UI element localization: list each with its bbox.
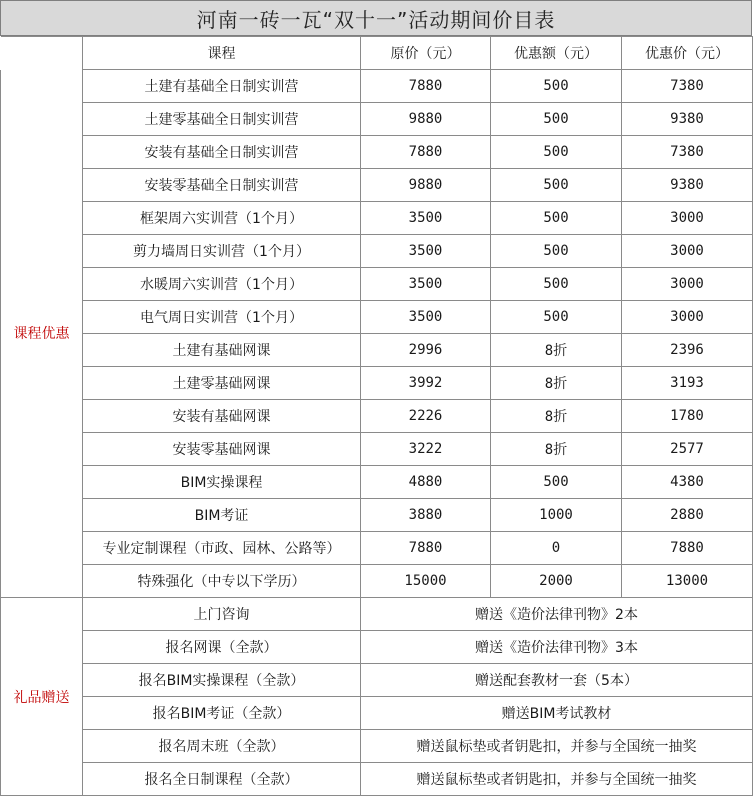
- header-discount: 优惠额（元）: [491, 37, 622, 70]
- gift-row: [1, 697, 753, 730]
- original-price: 15000: [361, 565, 491, 598]
- header-course: 课程: [83, 37, 361, 70]
- course-name: 土建有基础网课: [83, 334, 361, 367]
- section-label-gifts: 礼品赠送: [1, 598, 83, 796]
- course-row: [1, 268, 753, 301]
- discount-amount: 8折: [491, 433, 622, 466]
- gift-row: [1, 730, 753, 763]
- course-name: 土建有基础全日制实训营: [83, 70, 361, 103]
- course-row: [1, 70, 753, 103]
- original-price: 9880: [361, 103, 491, 136]
- course-row: [1, 103, 753, 136]
- course-row: [1, 499, 753, 532]
- course-row: [1, 202, 753, 235]
- sheet-title: 河南一砖一瓦“双十一”活动期间价目表: [0, 0, 752, 36]
- gift-condition: 报名BIM考证（全款）: [83, 697, 361, 730]
- course-name: 安装有基础网课: [83, 400, 361, 433]
- course-name: BIM实操课程: [83, 466, 361, 499]
- course-name: 安装零基础网课: [83, 433, 361, 466]
- discounted-price: 3193: [622, 367, 753, 400]
- discounted-price: 2396: [622, 334, 753, 367]
- course-row: [1, 169, 753, 202]
- original-price: 2996: [361, 334, 491, 367]
- course-name: 安装有基础全日制实训营: [83, 136, 361, 169]
- discounted-price: 9380: [622, 169, 753, 202]
- course-name: 剪力墙周日实训营（1个月）: [83, 235, 361, 268]
- gift-row: [1, 763, 753, 796]
- course-row: [1, 136, 753, 169]
- discount-amount: 8折: [491, 334, 622, 367]
- gift-condition: 报名BIM实操课程（全款）: [83, 664, 361, 697]
- course-row: [1, 433, 753, 466]
- original-price: 9880: [361, 169, 491, 202]
- course-name: 土建零基础网课: [83, 367, 361, 400]
- original-price: 7880: [361, 70, 491, 103]
- original-price: 2226: [361, 400, 491, 433]
- discount-amount: 2000: [491, 565, 622, 598]
- gift-condition: 报名网课（全款）: [83, 631, 361, 664]
- original-price: 3880: [361, 499, 491, 532]
- discount-amount: 500: [491, 235, 622, 268]
- header-original: 原价（元）: [361, 37, 491, 70]
- header-spacer: [1, 37, 83, 70]
- price-table-body: [1, 37, 753, 796]
- header-row: [1, 37, 753, 70]
- discounted-price: 7380: [622, 70, 753, 103]
- original-price: 3500: [361, 202, 491, 235]
- original-price: 3992: [361, 367, 491, 400]
- discount-amount: 0: [491, 532, 622, 565]
- course-name: 土建零基础全日制实训营: [83, 103, 361, 136]
- discount-amount: 500: [491, 169, 622, 202]
- discount-amount: 500: [491, 136, 622, 169]
- gift-row: [1, 631, 753, 664]
- section-label-courses: 课程优惠: [1, 70, 83, 598]
- discount-amount: 1000: [491, 499, 622, 532]
- discounted-price: 4380: [622, 466, 753, 499]
- course-row: [1, 565, 753, 598]
- course-row: [1, 466, 753, 499]
- discounted-price: 3000: [622, 235, 753, 268]
- course-row: [1, 301, 753, 334]
- discount-amount: 8折: [491, 400, 622, 433]
- discounted-price: 2880: [622, 499, 753, 532]
- discounted-price: 9380: [622, 103, 753, 136]
- gift-description: 赠送《造价法律刊物》2本: [361, 598, 753, 631]
- discounted-price: 3000: [622, 301, 753, 334]
- discounted-price: 7880: [622, 532, 753, 565]
- original-price: 3500: [361, 235, 491, 268]
- gift-description: 赠送鼠标垫或者钥匙扣，并参与全国统一抽奖: [361, 763, 753, 796]
- discount-amount: 500: [491, 202, 622, 235]
- gift-condition: 报名全日制课程（全款）: [83, 763, 361, 796]
- original-price: 3500: [361, 268, 491, 301]
- course-row: [1, 532, 753, 565]
- discount-amount: 500: [491, 301, 622, 334]
- discounted-price: 3000: [622, 268, 753, 301]
- discounted-price: 3000: [622, 202, 753, 235]
- discounted-price: 1780: [622, 400, 753, 433]
- discount-amount: 500: [491, 466, 622, 499]
- original-price: 4880: [361, 466, 491, 499]
- course-row: [1, 334, 753, 367]
- gift-description: 赠送《造价法律刊物》3本: [361, 631, 753, 664]
- discount-amount: 500: [491, 70, 622, 103]
- gift-condition: 上门咨询: [83, 598, 361, 631]
- discounted-price: 13000: [622, 565, 753, 598]
- course-name: BIM考证: [83, 499, 361, 532]
- discounted-price: 2577: [622, 433, 753, 466]
- gift-description: 赠送BIM考试教材: [361, 697, 753, 730]
- discount-amount: 500: [491, 268, 622, 301]
- original-price: 3222: [361, 433, 491, 466]
- discounted-price: 7380: [622, 136, 753, 169]
- course-name: 专业定制课程（市政、园林、公路等）: [83, 532, 361, 565]
- course-name: 安装零基础全日制实训营: [83, 169, 361, 202]
- course-row: [1, 367, 753, 400]
- course-row: [1, 400, 753, 433]
- original-price: 7880: [361, 532, 491, 565]
- course-name: 水暖周六实训营（1个月）: [83, 268, 361, 301]
- course-name: 框架周六实训营（1个月）: [83, 202, 361, 235]
- gift-row: [1, 664, 753, 697]
- discount-amount: 500: [491, 103, 622, 136]
- original-price: 3500: [361, 301, 491, 334]
- gift-description: 赠送配套教材一套（5本）: [361, 664, 753, 697]
- discount-amount: 8折: [491, 367, 622, 400]
- price-table: [0, 36, 753, 796]
- gift-row: [1, 598, 753, 631]
- course-name: 特殊强化（中专以下学历）: [83, 565, 361, 598]
- course-name: 电气周日实训营（1个月）: [83, 301, 361, 334]
- gift-condition: 报名周末班（全款）: [83, 730, 361, 763]
- header-price: 优惠价（元）: [622, 37, 753, 70]
- original-price: 7880: [361, 136, 491, 169]
- course-row: [1, 235, 753, 268]
- gift-description: 赠送鼠标垫或者钥匙扣，并参与全国统一抽奖: [361, 730, 753, 763]
